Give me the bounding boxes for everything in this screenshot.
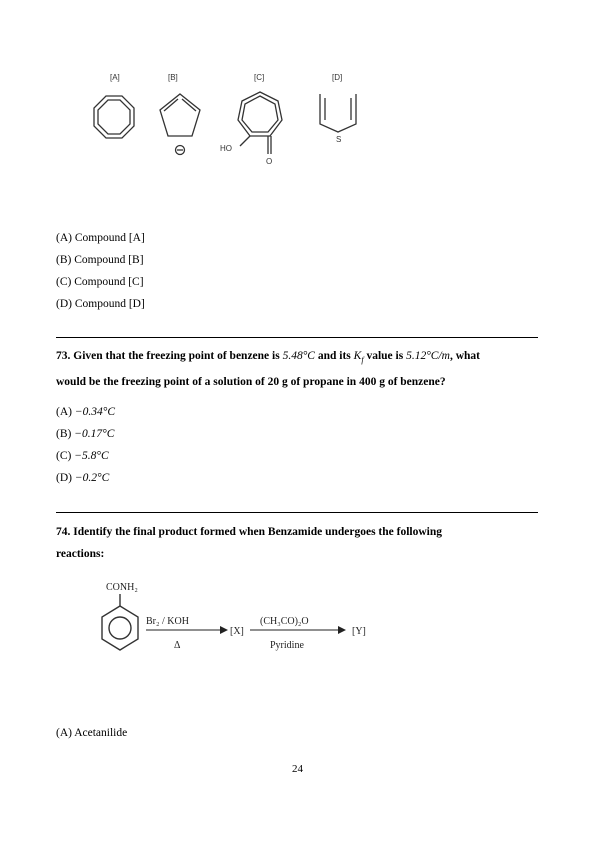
structure-d-s: S [336, 135, 342, 144]
structure-c [238, 92, 282, 154]
q73-line-2: would be the freezing point of a solution of 20 g of propane in 400 g of benzene? [56, 376, 446, 389]
q73-text-4: , what [449, 350, 480, 362]
arrow-1 [146, 626, 228, 634]
q72-option-b[interactable]: (B) Compound [B] [56, 254, 144, 266]
structure-b [160, 94, 200, 155]
reagent-1-top: Br₂ / KOH [146, 616, 189, 627]
q73-option-c[interactable]: (C) −5.8°C [56, 450, 109, 462]
q73-line-1 [56, 345, 546, 371]
reagent-2-top: (CH₃CO)₂O [260, 616, 309, 627]
label-a: [A] [110, 73, 120, 82]
reagent-1-bottom: Δ [174, 640, 181, 651]
benzene-ring [102, 594, 138, 650]
reaction-scheme [80, 578, 400, 668]
q74-line-2: reactions: [56, 548, 105, 560]
substituent-conh2: CONH₂ [106, 582, 138, 593]
page-number: 24 [292, 763, 303, 775]
q73-option-b[interactable]: (B) −0.17°C [56, 428, 115, 440]
reagent-2-bottom: Pyridine [270, 640, 304, 651]
q73-question [56, 345, 546, 393]
label-b: [B] [168, 73, 178, 82]
q72-option-a[interactable]: (A) Compound [A] [56, 232, 145, 244]
q73-text-3: value is [363, 350, 407, 362]
q72-option-d[interactable]: (D) Compound [D] [56, 298, 145, 310]
structure-c-o: O [266, 157, 273, 166]
structure-d [320, 94, 356, 132]
structure-a [94, 96, 134, 138]
q74-option-a[interactable]: (A) Acetanilide [56, 727, 128, 739]
label-c: [C] [254, 73, 265, 82]
q73-option-d[interactable]: (D) −0.2°C [56, 472, 110, 484]
structures-figure [70, 68, 390, 178]
label-d: [D] [332, 73, 343, 82]
divider-1 [56, 337, 538, 338]
q73-math-2: $K_f$ [353, 350, 364, 365]
q74-line-1: 74. Identify the final product formed when Benzamide undergoes the following [56, 526, 442, 538]
product-y: [Y] [352, 626, 366, 637]
q73-math-1: 5.48°C [282, 350, 315, 362]
q74-question [56, 521, 546, 565]
q72-option-c[interactable]: (C) Compound [C] [56, 276, 144, 288]
q73-option-a[interactable]: (A) −0.34°C [56, 406, 115, 418]
q73-text-1: 73. Given that the freezing point of benzene is [56, 350, 283, 362]
divider-2 [56, 512, 538, 513]
q73-text-2: and its [314, 350, 354, 362]
intermediate-x: [X] [230, 626, 244, 637]
structure-c-ho: HO [220, 144, 232, 153]
arrow-2 [250, 626, 346, 634]
q73-math-3: 5.12°C/m [406, 350, 450, 362]
